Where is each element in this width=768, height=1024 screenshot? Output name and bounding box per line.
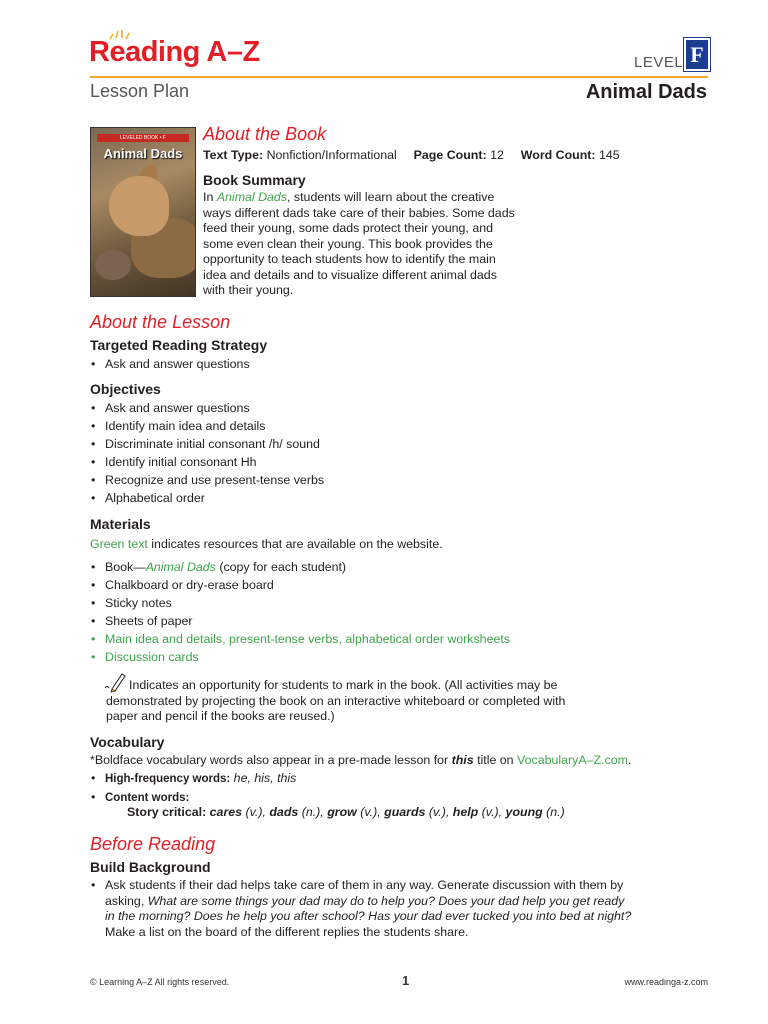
vocab-word: grow (327, 805, 357, 819)
list-item (90, 769, 296, 788)
cover-title: Animal Dads (103, 146, 183, 161)
materials-note-green: Green text (90, 537, 148, 551)
list-item: • Chalkboard or dry-erase board (90, 576, 510, 594)
vocab-pos: (n.) (542, 805, 565, 819)
vocab-word: cares (209, 805, 243, 819)
cover-band-text: LEVELED BOOK • F (120, 135, 166, 141)
worksheets-link[interactable]: • Main idea and details, present-tense verbs, alphabetical order worksheets (90, 630, 510, 648)
cover-art-pup (95, 250, 131, 280)
materials-heading: Materials (90, 516, 151, 532)
materials-note (90, 537, 443, 553)
materials-book-link[interactable]: Animal Dads (145, 560, 216, 574)
text-type-label: Text Type: (203, 148, 264, 162)
summary-line7: with their young. (203, 283, 294, 297)
discussion-cards-link[interactable]: • Discussion cards (90, 648, 510, 666)
materials-note-rest: indicates resources that are available on the website. (147, 537, 443, 551)
summary-line5: opportunity to teach students how to identify the main (203, 252, 496, 266)
vocab-note-pre: *Boldface vocabulary words also appear in a pre-made lesson for (90, 753, 452, 767)
bg-line2-pre: asking, (105, 893, 148, 908)
page-subtitle: Lesson Plan (90, 81, 190, 101)
before-reading-heading: Before Reading (90, 834, 216, 854)
build-background-list (90, 878, 690, 940)
list-item: • Sticky notes (90, 594, 510, 612)
list-item: • Sheets of paper (90, 612, 510, 630)
list-item: • Identify main idea and details (90, 417, 324, 435)
brand-logo[interactable]: Reading A–Z (89, 36, 260, 68)
vocab-word: dads (269, 805, 299, 819)
story-critical-label: Story critical: (127, 805, 207, 819)
list-item: • Ask and answer questions (90, 355, 250, 373)
summary-line1: , students will learn about the creative (287, 190, 495, 204)
content-label: Content words: (105, 792, 190, 804)
mark-note (106, 678, 666, 725)
materials-book-post: (copy for each student) (215, 560, 347, 574)
header-rule (90, 76, 708, 78)
list-item: • Alphabetical order (90, 489, 324, 507)
vocab-pos: (v.), (356, 805, 385, 819)
list-item: • Ask and answer questions (90, 399, 324, 417)
vocabulary-heading: Vocabulary (90, 734, 165, 750)
summary-line3: feed their young, some dads protect their young, and (203, 221, 493, 235)
hf-label: High-frequency words: (105, 773, 231, 785)
text-type-value: Nonfiction/Informational (266, 148, 397, 162)
strategy-heading: Targeted Reading Strategy (90, 337, 268, 353)
build-background-heading: Build Background (90, 859, 211, 875)
vocab-note-this: this (451, 753, 474, 767)
summary-pre: In (203, 190, 217, 204)
book-summary-heading: Book Summary (203, 172, 306, 188)
summary-line2: ways different dads take care of their babies. Some dads (203, 205, 515, 220)
vocab-word: guards (384, 805, 426, 819)
page-count-value: 12 (490, 148, 504, 162)
word-count-label: Word Count: (520, 148, 596, 162)
bg-line4: Make a list on the board of the different replies the students share. (105, 924, 469, 939)
about-lesson-heading: About the Lesson (90, 312, 231, 332)
about-book-heading: About the Book (203, 124, 327, 144)
bg-line1: • Ask students if their dad helps take care of them in any way. Generate discussion with them by (105, 878, 624, 892)
story-critical-words (127, 805, 565, 821)
vocab-word: help (452, 805, 479, 819)
list-item: • Identify initial consonant Hh (90, 453, 324, 471)
materials-list (90, 558, 510, 666)
vocab-note-mid: title on (473, 753, 518, 767)
level-label: LEVEL (634, 54, 684, 71)
book-meta (203, 148, 620, 164)
vocab-pos: (v.), (478, 805, 506, 819)
vocab-pos: (v.), (242, 805, 270, 819)
objectives-list (90, 399, 324, 507)
page-count-label: Page Count: (413, 148, 487, 162)
vocab-note-end: . (627, 753, 632, 767)
strategy-list (90, 355, 250, 373)
footer-copyright: © Learning A–Z All rights reserved. (90, 977, 230, 987)
objectives-heading: Objectives (90, 381, 161, 397)
list-item (90, 558, 510, 576)
mark-note-line3: paper and pencil if the books are reused.) (106, 709, 335, 723)
summary-line6: idea and details and to visualize different animal dads (203, 267, 497, 282)
word-count-value: 145 (599, 148, 620, 162)
bg-line2-ital: What are some things your dad may do to help you? Does your dad help you get ready (147, 893, 625, 908)
page-number: 1 (402, 973, 410, 988)
footer-site-link[interactable]: www.readinga-z.com (624, 977, 708, 987)
mark-note-line1: Indicates an opportunity for students to mark in the book. (All activities may be (129, 678, 558, 692)
list-item: • Recognize and use present-tense verbs (90, 471, 324, 489)
vocabulary-az-link[interactable]: VocabularyA–Z.com (517, 753, 628, 767)
page-title: Animal Dads (585, 81, 707, 103)
vocab-pos: (n.), (298, 805, 328, 819)
materials-book-pre: Book— (105, 560, 146, 574)
list-item: • Discriminate initial consonant /h/ sound (90, 435, 324, 453)
list-item (90, 878, 690, 940)
level-badge: F (684, 38, 710, 71)
mark-note-line2: demonstrated by projecting the book on an interactive whiteboard or completed with (106, 693, 566, 708)
book-summary-text (203, 190, 553, 299)
vocabulary-list (90, 769, 296, 807)
hf-words: he, his, this (230, 771, 297, 785)
vocab-word: young (505, 805, 543, 819)
summary-line4: some even clean their young. This book provides the (203, 236, 493, 251)
cover-art-head (109, 176, 169, 236)
vocab-pos: (v.), (425, 805, 453, 819)
book-cover-image (90, 127, 196, 297)
vocabulary-note (90, 753, 631, 769)
summary-book-link[interactable]: Animal Dads (216, 190, 288, 204)
bg-line3: in the morning? Does he help you after school? Has your dad ever tucked you into bed at night? (105, 909, 632, 923)
